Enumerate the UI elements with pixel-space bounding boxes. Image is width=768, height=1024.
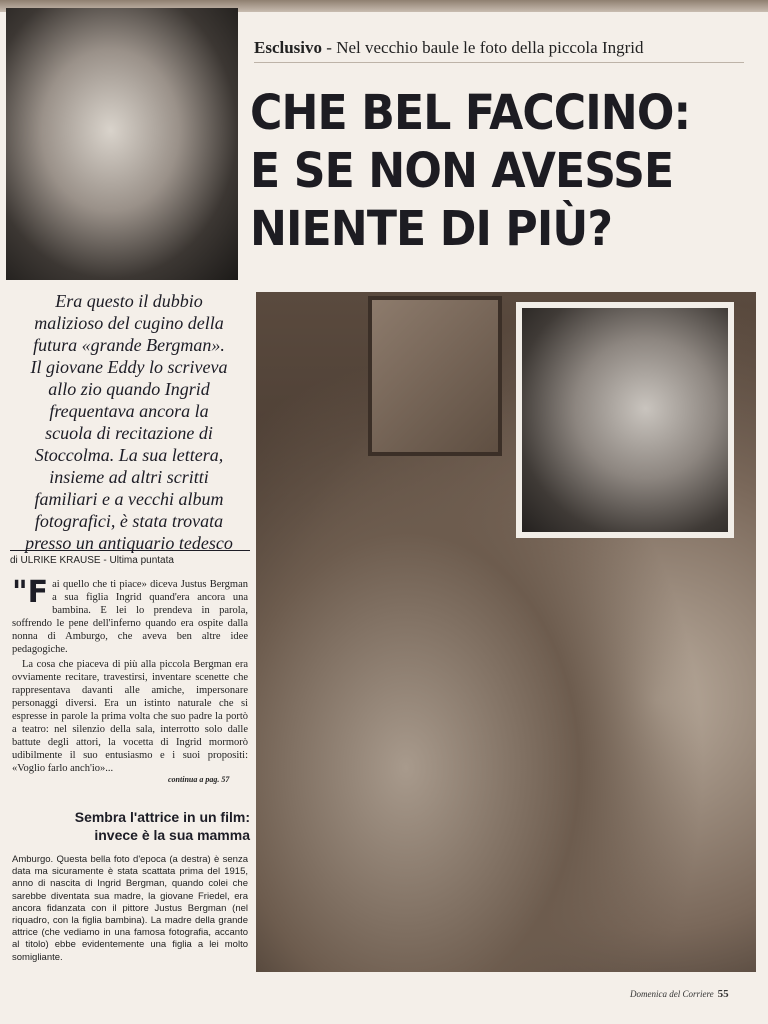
kicker-label: Esclusivo [254,38,323,57]
page-number: 55 [717,988,729,1000]
intro-line: frequentava ancora la [49,401,209,421]
headline-line: E SE NON AVESSE [250,143,674,199]
inset-photo-image [522,308,728,532]
article-paragraph: La cosa che piaceva di più alla piccola Bergman era ovviamente recitare, travestirsi, inventare scenette che rappresentava davanti alle amiche, impersonare personaggi diversi. Era un istinto naturale che si espresse in parole la prima volta che suo padre la portò a teatro: nel silenzio della sala, interrotto solo dalle battute degli attori, la vocetta di Ingrid mormorò udibilmente il suo entusiasmo e i suoi propositi: «Voglio farlo anch'io»... [12,659,248,774]
article-body [12,575,248,777]
intro-line: Era questo il dubbio [55,291,203,311]
intro-line: malizioso del cugino della [34,313,224,333]
article-paragraph [12,575,248,656]
portrait-photo [6,8,238,280]
photo-caption: Amburgo. Questa bella foto d'epoca (a destra) è senza data ma sicuramente è stata scattata prima del 1915, anno di nascita di Ingrid Bergman, quando colei che sarebbe diventata sua madre, la giovane Friedel, era ancora fidanzata con il pittore Justus Bergman (nel riquadro, con la figlia bambina). La madre della grande attrice (che vediamo in una famosa fotografia, accanto al titolo) ebbe evidentemente una figlia a lei molto somigliante. [12,854,248,963]
drop-cap: "F [12,575,49,610]
intro-line: allo zio quando Ingrid [48,379,210,399]
caption-heading-line: invece è la sua mamma [94,827,250,843]
continued-note: continua a pag. 57 [168,775,230,784]
kicker [254,38,744,63]
painting-on-wall [368,296,502,456]
caption-heading-line: Sembra l'attrice in un film: [74,809,250,825]
headline-line: NIENTE DI PIÙ? [250,201,613,257]
magazine-name: Domenica del Corriere [630,989,714,999]
byline: di ULRIKE KRAUSE - Ultima puntata [10,550,250,566]
intro-line: scuola di recitazione di [45,423,213,443]
intro-line: presso un antiquario tedesco [25,533,233,553]
intro-line: futura «grande Bergman». [33,335,225,355]
headline-line: CHE BEL FACCINO: [250,85,691,141]
intro-line: Il giovane Eddy lo scriveva [30,357,228,377]
page-footer [630,988,738,1000]
intro-text [10,290,248,554]
kicker-separator: - [322,38,337,57]
intro-line: Stoccolma. La sua lettera, [34,445,224,465]
intro-line: familiari e a vecchi album [34,489,224,509]
caption-heading [14,808,250,844]
intro-line: fotografici, è stata trovata [34,511,224,531]
inset-photo [516,302,734,538]
intro-line: insieme ad altri scritti [49,467,209,487]
headline [250,84,719,258]
kicker-text: Nel vecchio baule le foto della piccola Ingrid [336,38,644,57]
paragraph-text: ai quello che ti piace» diceva Justus Bergman a sua figlia Ingrid quand'era ancora una bambina. E lei lo prendeva in parola, soffrendo le pene dell'inferno quando era ospite dalla nonna di Amburgo, che aveva ben altre idee pedagogiche. [12,579,248,655]
